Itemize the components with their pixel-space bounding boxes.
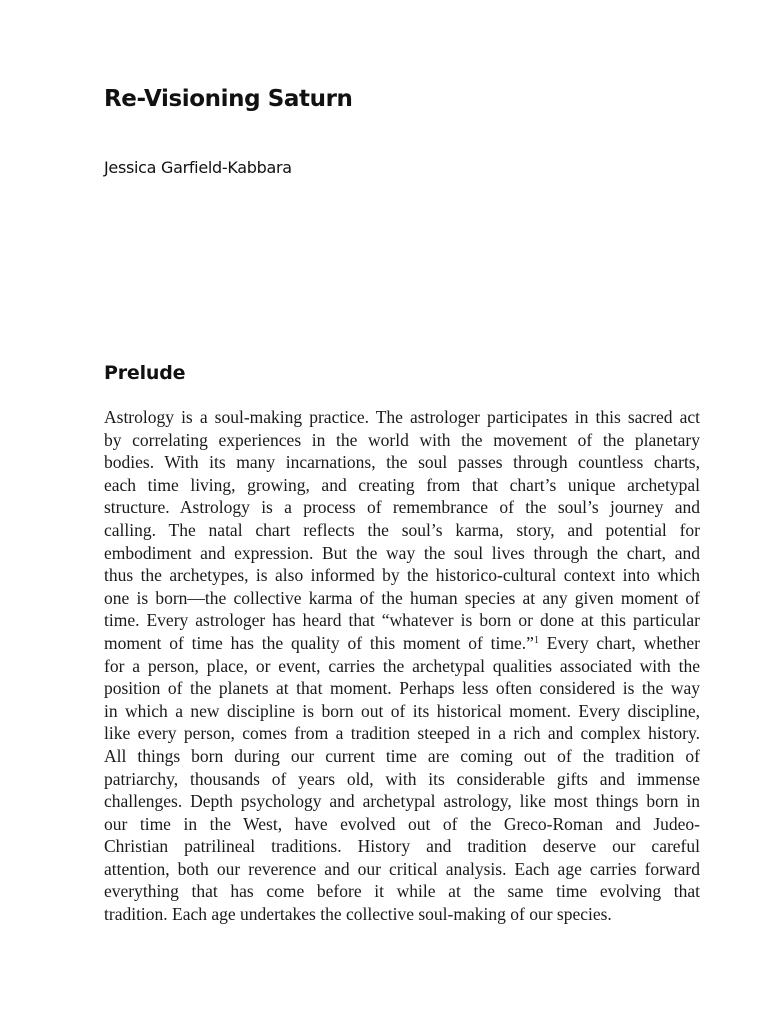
paragraph-line: challenges. Depth psychology and archetypal astrology, like most things born in [104, 791, 700, 812]
section-heading: Prelude [104, 362, 186, 384]
paragraph-line: All things born during our current time are coming out of the tradition of [104, 745, 700, 766]
page-title: Re-Visioning Saturn [104, 86, 353, 112]
body-paragraph [104, 406, 700, 926]
paragraph-line: tradition. Each age undertakes the collective soul-making of our species. [104, 904, 612, 925]
paragraph-line: Christian patrilineal traditions. History and tradition deserve our careful [104, 836, 700, 857]
paragraph-line: one is born—the collective karma of the human species at any given moment of [104, 587, 700, 608]
paragraph-line: each time living, growing, and creating from that chart’s unique archetypal [104, 474, 700, 495]
paragraph-line: attention, both our reverence and our critical analysis. Each age carries forward [104, 858, 700, 879]
author-name: Jessica Garfield-Kabbara [104, 158, 292, 177]
paragraph-line: structure. Astrology is a process of remembrance of the soul’s journey and [104, 497, 700, 518]
paragraph-line: in which a new discipline is born out of its historical moment. Every discipline, [104, 700, 700, 721]
paragraph-line-text: moment of time has the quality of this moment of time.” [104, 632, 534, 653]
paragraph-line: our time in the West, have evolved out of the Greco-Roman and Judeo- [104, 813, 700, 834]
paragraph-line: for a person, place, or event, carries the archetypal qualities associated with the [104, 655, 700, 676]
paragraph-line: everything that has come before it while at the same time evolving that [104, 881, 700, 902]
paragraph-line: by correlating experiences in the world with the movement of the planetary [104, 429, 700, 450]
paragraph-line: Astrology is a soul-making practice. The astrologer participates in this sacred act [104, 407, 700, 427]
paragraph-line: position of the planets at that moment. Perhaps less often considered is the way [104, 678, 700, 699]
paragraph-line: thus the archetypes, is also informed by the historico-cultural context into which [104, 565, 700, 586]
paragraph-line: bodies. With its many incarnations, the soul passes through countless charts, [104, 452, 700, 473]
paragraph-line-continuation: Every chart, whether [538, 632, 700, 653]
paragraph-line: like every person, comes from a tradition steeped in a rich and complex history. [104, 723, 700, 744]
paragraph-line: time. Every astrologer has heard that “whatever is born or done at this particular [104, 610, 700, 631]
paragraph-line: calling. The natal chart reflects the soul’s karma, story, and potential for [104, 519, 700, 540]
paragraph-line: embodiment and expression. But the way the soul lives through the chart, and [104, 542, 700, 563]
paragraph-line-with-footnote [104, 632, 700, 655]
paragraph-line: patriarchy, thousands of years old, with its considerable gifts and immense [104, 768, 700, 789]
footnote-marker[interactable]: 1 [533, 634, 539, 646]
